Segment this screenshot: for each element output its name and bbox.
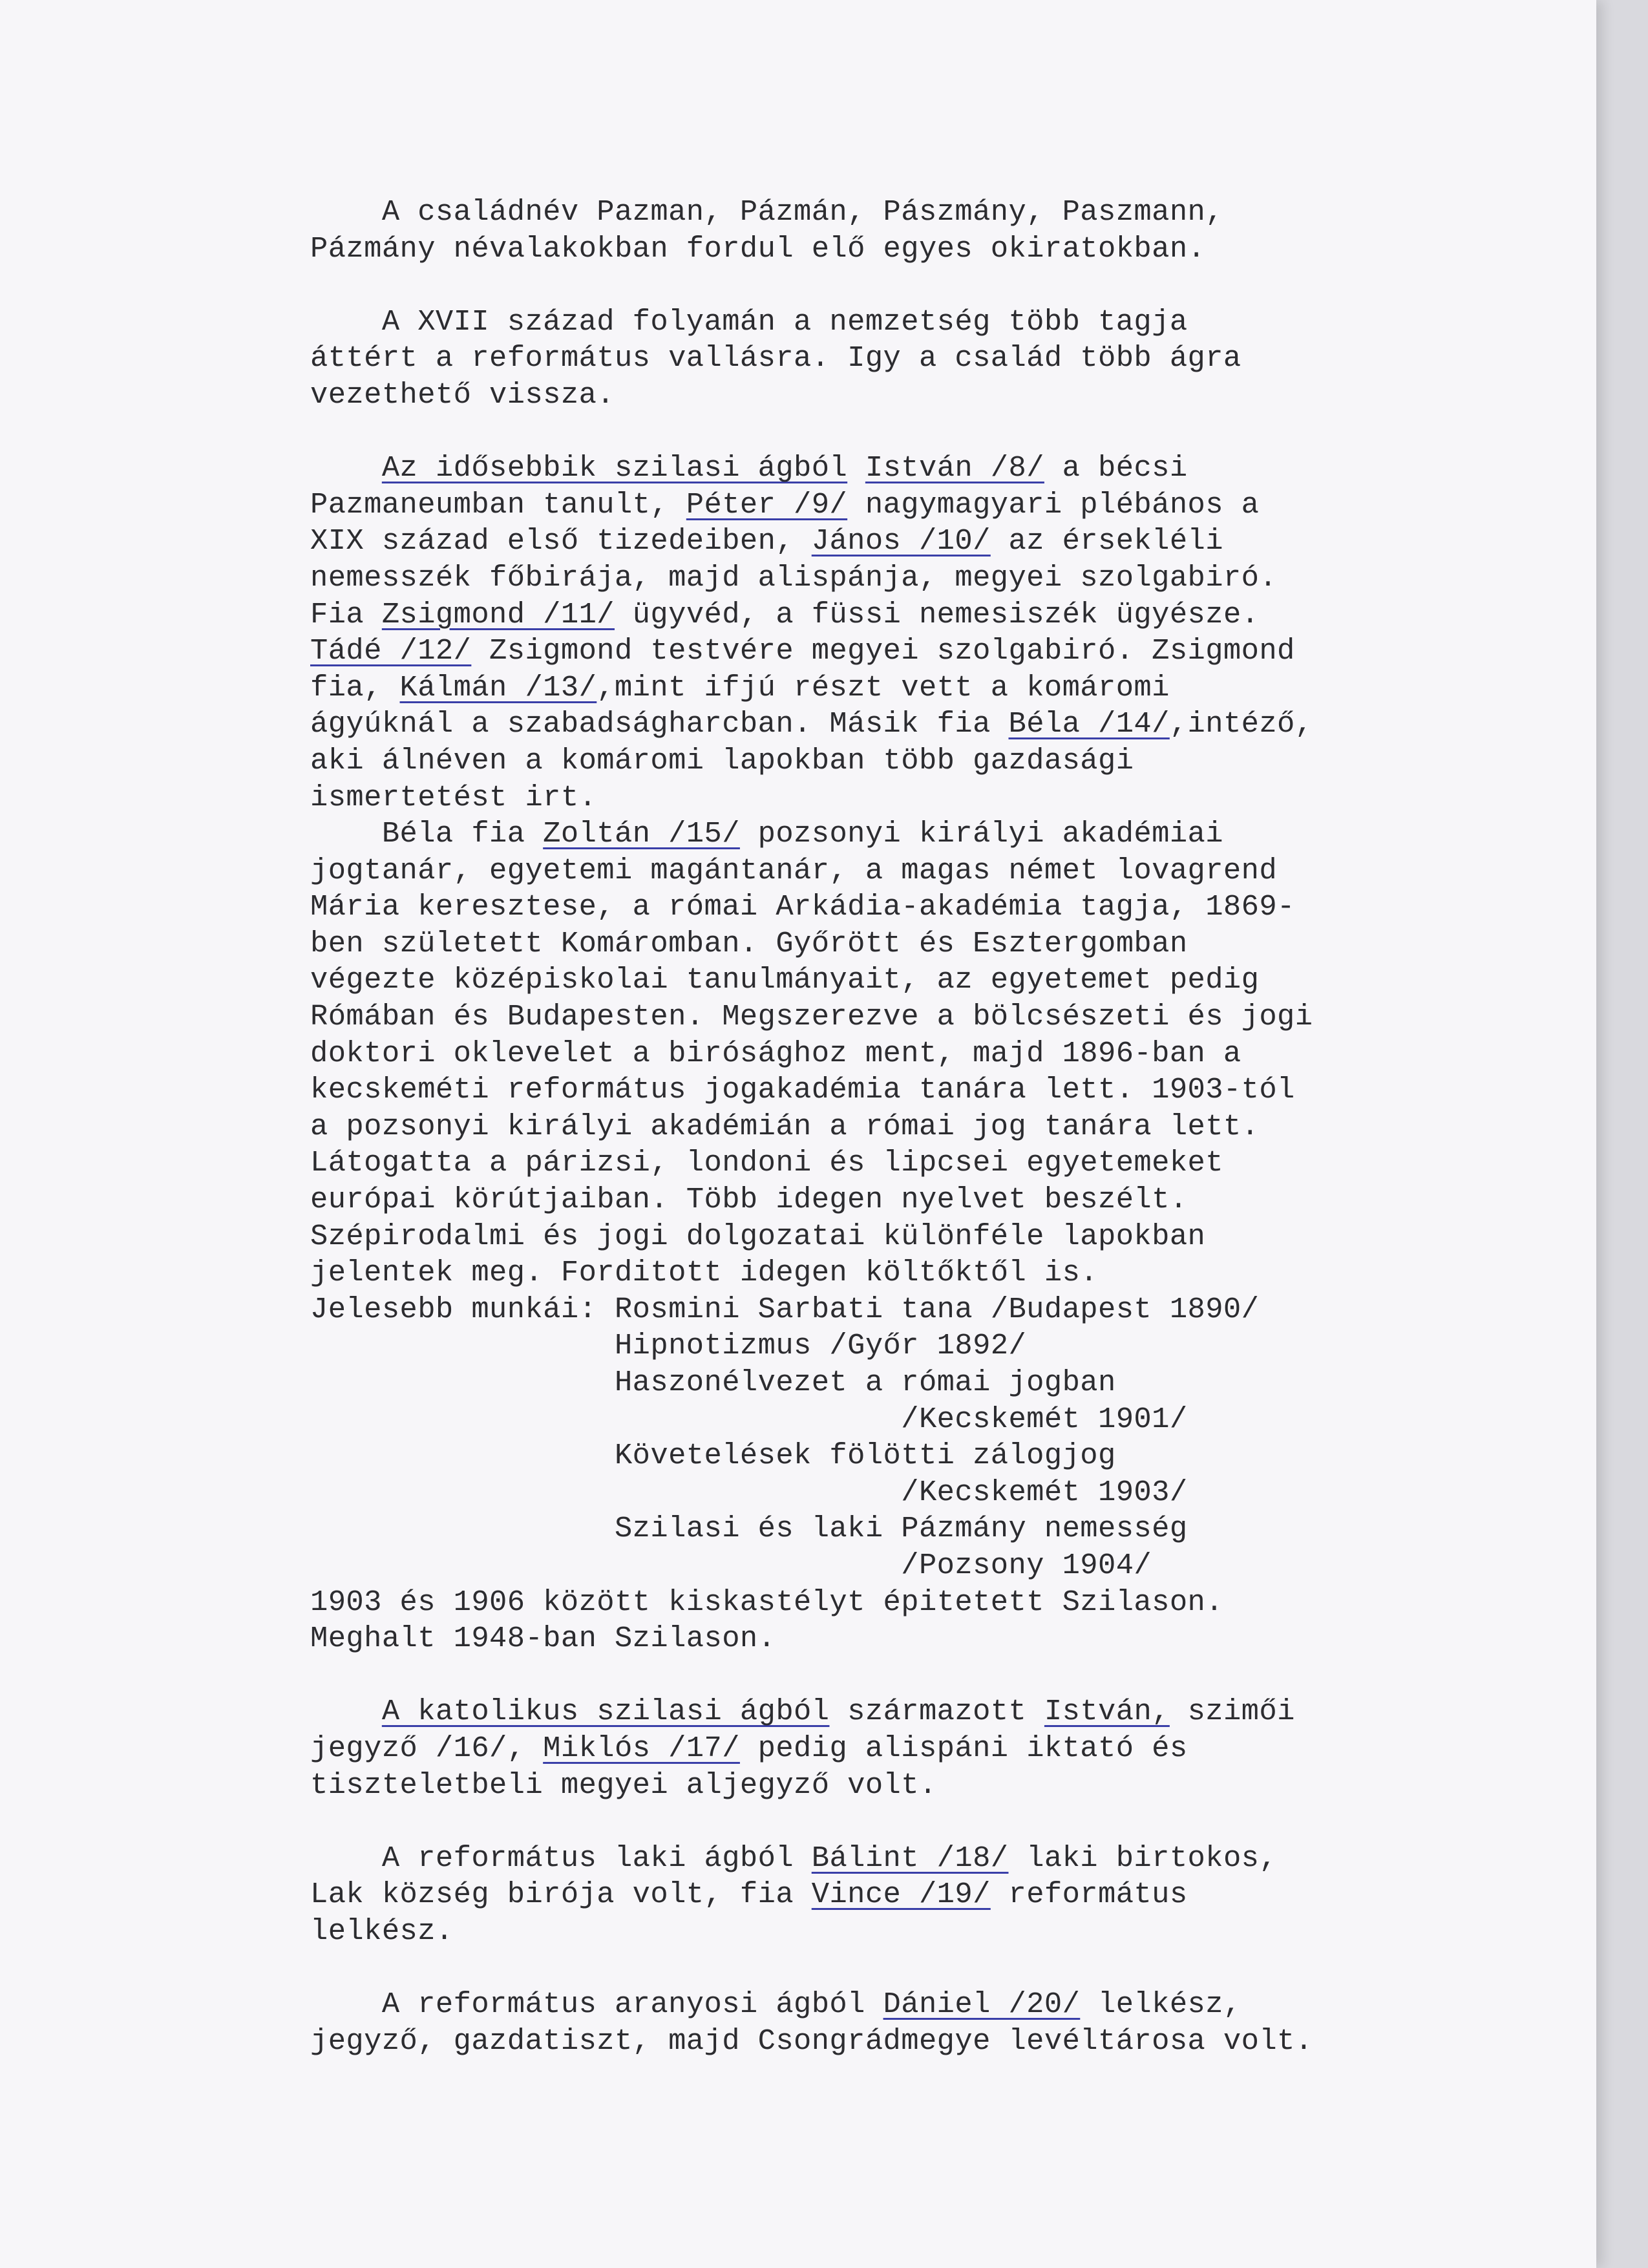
text-line bbox=[310, 1364, 1422, 1401]
text-line bbox=[310, 962, 1422, 999]
underlined-name: Bálint /18/ bbox=[811, 1841, 1009, 1875]
underlined-name: Tádé /12/ bbox=[310, 634, 472, 668]
text-segment: ben született Komáromban. Győrött és Esztergomban bbox=[310, 926, 1188, 960]
text-segment: Szilasi és laki Pázmány nemesség bbox=[310, 1512, 1188, 1546]
text-line bbox=[310, 1291, 1422, 1328]
paragraph bbox=[310, 1840, 1422, 1950]
paragraph-gap bbox=[310, 1803, 1422, 1840]
text-line bbox=[310, 670, 1422, 706]
text-segment: ismertetést irt. bbox=[310, 780, 597, 814]
text-line bbox=[310, 560, 1422, 597]
text-segment: XIX század első tizedeiben, bbox=[310, 524, 812, 558]
paragraph bbox=[310, 1986, 1422, 2059]
underlined-name: Miklós /17/ bbox=[543, 1731, 740, 1765]
paragraph bbox=[310, 1693, 1422, 1803]
text-segment: Pazmaneumban tanult, bbox=[310, 487, 686, 522]
paragraph bbox=[310, 304, 1422, 414]
text-segment bbox=[847, 451, 865, 485]
text-line bbox=[310, 743, 1422, 779]
text-segment: Jelesebb munkái: Rosmini Sarbati tana /Budapest 1890/ bbox=[310, 1292, 1260, 1326]
text-line bbox=[310, 1328, 1422, 1364]
text-line bbox=[310, 1182, 1422, 1218]
text-segment: Meghalt 1948-ban Szilason. bbox=[310, 1622, 776, 1656]
text-segment: végezte középiskolai tanulmányait, az egyetemet pedig bbox=[310, 963, 1260, 997]
text-line bbox=[310, 340, 1422, 377]
text-line bbox=[310, 706, 1422, 743]
text-segment: lelkész, bbox=[1080, 1987, 1241, 2022]
text-segment: ,mint ifjú részt vett a komáromi bbox=[597, 670, 1170, 705]
paragraph-gap bbox=[310, 1657, 1422, 1694]
text-segment: származott bbox=[829, 1695, 1044, 1729]
text-segment: nagymagyari plébános a bbox=[847, 487, 1260, 522]
text-line bbox=[310, 1693, 1422, 1730]
text-line bbox=[310, 999, 1422, 1035]
text-line bbox=[310, 1767, 1422, 1804]
text-segment: Rómában és Budapesten. Megszerezve a bölcsészeti és jogi bbox=[310, 1000, 1313, 1034]
text-line bbox=[310, 1620, 1422, 1657]
text-line bbox=[310, 231, 1422, 268]
text-line bbox=[310, 1547, 1422, 1584]
text-line bbox=[310, 1913, 1422, 1950]
text-line bbox=[310, 450, 1422, 487]
text-line bbox=[310, 1145, 1422, 1182]
text-segment: laki birtokos, bbox=[1008, 1841, 1278, 1875]
text-segment: Pázmány névalakokban fordul elő egyes okiratokban. bbox=[310, 231, 1206, 266]
text-line bbox=[310, 1072, 1422, 1108]
text-segment: /Kecskemét 1901/ bbox=[310, 1402, 1188, 1436]
underlined-name: Zsigmond /11/ bbox=[381, 597, 615, 631]
text-line bbox=[310, 889, 1422, 926]
paragraph-gap bbox=[310, 267, 1422, 304]
text-segment: A református aranyosi ágból bbox=[310, 1987, 883, 2022]
text-line bbox=[310, 1437, 1422, 1474]
text-line bbox=[310, 377, 1422, 414]
text-line bbox=[310, 1986, 1422, 2023]
underlined-name: István /8/ bbox=[865, 451, 1044, 485]
text-segment: tiszteletbeli megyei aljegyző volt. bbox=[310, 1768, 937, 1802]
underlined-name: Péter /9/ bbox=[686, 487, 848, 522]
underlined-name: János /10/ bbox=[811, 524, 991, 558]
text-segment: áttért a református vallásra. Igy a család több ágra bbox=[310, 341, 1241, 376]
text-segment: Látogatta a párizsi, londoni és lipcsei egyetemeket bbox=[310, 1146, 1223, 1180]
underlined-name: Kálmán /13/ bbox=[399, 670, 597, 705]
text-line bbox=[310, 1510, 1422, 1547]
text-segment: szimői bbox=[1169, 1695, 1295, 1729]
text-segment: európai körútjaiban. Több idegen nyelvet beszélt. bbox=[310, 1183, 1188, 1217]
text-line bbox=[310, 633, 1422, 670]
text-segment: Fia bbox=[310, 597, 382, 631]
text-line bbox=[310, 597, 1422, 633]
text-line bbox=[310, 779, 1422, 816]
text-line bbox=[310, 853, 1422, 889]
paragraph-gap bbox=[310, 1950, 1422, 1987]
text-segment: ügyvéd, a füssi nemesiszék ügyésze. bbox=[615, 597, 1260, 631]
text-segment: kecskeméti református jogakadémia tanára lett. 1903-tól bbox=[310, 1073, 1295, 1107]
text-line bbox=[310, 194, 1422, 231]
text-segment: jogtanár, egyetemi magántanár, a magas német lovagrend bbox=[310, 853, 1278, 887]
text-segment: Hipnotizmus /Győr 1892/ bbox=[310, 1329, 1027, 1363]
text-segment: a bécsi bbox=[1044, 451, 1188, 485]
text-segment: A református laki ágból bbox=[310, 1841, 812, 1875]
text-line bbox=[310, 523, 1422, 560]
text-segment: aki álnéven a komáromi lapokban több gazdasági bbox=[310, 743, 1134, 778]
text-segment: Követelések fölötti zálogjog bbox=[310, 1439, 1116, 1473]
text-segment bbox=[310, 451, 382, 485]
text-segment: Zsigmond testvére megyei szolgabiró. Zsigmond bbox=[471, 634, 1295, 668]
text-line bbox=[310, 1840, 1422, 1877]
underlined-name: Az idősebbik szilasi ágból bbox=[381, 451, 848, 485]
underlined-name: Vince /19/ bbox=[811, 1878, 991, 1912]
text-line bbox=[310, 304, 1422, 341]
text-segment: ,intéző, bbox=[1169, 707, 1313, 741]
paragraph bbox=[310, 450, 1422, 816]
text-segment: Béla fia bbox=[310, 817, 544, 851]
text-segment: református bbox=[990, 1878, 1188, 1912]
text-segment: nemesszék főbirája, majd alispánja, megyei szolgabiró. bbox=[310, 560, 1278, 595]
text-segment: vezethető vissza. bbox=[310, 377, 615, 412]
text-line bbox=[310, 816, 1422, 853]
text-segment: A családnév Pazman, Pázmán, Pászmány, Paszmann, bbox=[310, 195, 1223, 229]
text-segment: jelentek meg. Forditott idegen költőktől is. bbox=[310, 1256, 1098, 1290]
text-segment: lelkész. bbox=[310, 1914, 454, 1948]
text-segment bbox=[310, 1695, 382, 1728]
text-line bbox=[310, 926, 1422, 962]
underlined-name: Béla /14/ bbox=[1008, 707, 1170, 741]
text-segment: Haszonélvezet a római jogban bbox=[310, 1366, 1116, 1399]
text-line bbox=[310, 1255, 1422, 1291]
text-segment: pozsonyi királyi akadémiai bbox=[739, 817, 1223, 851]
text-line bbox=[310, 1108, 1422, 1145]
text-segment: pedig alispáni iktató és bbox=[739, 1731, 1188, 1765]
text-segment: jegyző /16/, bbox=[310, 1731, 544, 1765]
text-segment: fia, bbox=[310, 670, 400, 705]
typewritten-text bbox=[310, 194, 1422, 2059]
text-segment: jegyző, gazdatiszt, majd Csongrádmegye levéltárosa volt. bbox=[310, 2024, 1313, 2058]
text-line bbox=[310, 1876, 1422, 1913]
text-segment: az érsekléli bbox=[990, 524, 1223, 558]
paragraph bbox=[310, 194, 1422, 267]
text-line bbox=[310, 1218, 1422, 1255]
text-line bbox=[310, 1035, 1422, 1072]
text-segment: doktori oklevelet a birósághoz ment, majd 1896-ban a bbox=[310, 1036, 1241, 1070]
paragraph bbox=[310, 816, 1422, 1657]
underlined-name: Zoltán /15/ bbox=[543, 817, 740, 851]
text-segment: Szépirodalmi és jogi dolgozatai különféle lapokban bbox=[310, 1219, 1206, 1253]
text-segment: Mária keresztese, a római Arkádia-akadémia tagja, 1869- bbox=[310, 890, 1295, 924]
text-segment: /Pozsony 1904/ bbox=[310, 1548, 1152, 1582]
text-line bbox=[310, 2023, 1422, 2060]
text-line bbox=[310, 1401, 1422, 1438]
text-segment: /Kecskemét 1903/ bbox=[310, 1475, 1188, 1509]
text-segment: ágyúknál a szabadságharcban. Másik fia bbox=[310, 707, 1009, 741]
underlined-name: A katolikus szilasi ágból bbox=[381, 1695, 830, 1729]
text-segment: a pozsonyi királyi akadémián a római jog tanára lett. bbox=[310, 1109, 1260, 1143]
underlined-name: István, bbox=[1044, 1695, 1170, 1729]
text-line bbox=[310, 487, 1422, 524]
underlined-name: Dániel /20/ bbox=[883, 1987, 1081, 2022]
text-segment: Lak község birója volt, fia bbox=[310, 1878, 812, 1912]
text-line bbox=[310, 1474, 1422, 1511]
text-line bbox=[310, 1730, 1422, 1767]
paragraph-gap bbox=[310, 414, 1422, 450]
text-line bbox=[310, 1584, 1422, 1621]
text-segment: A XVII század folyamán a nemzetség több tagja bbox=[310, 304, 1188, 339]
text-segment: 1903 és 1906 között kiskastélyt épitetett Szilason. bbox=[310, 1585, 1223, 1619]
